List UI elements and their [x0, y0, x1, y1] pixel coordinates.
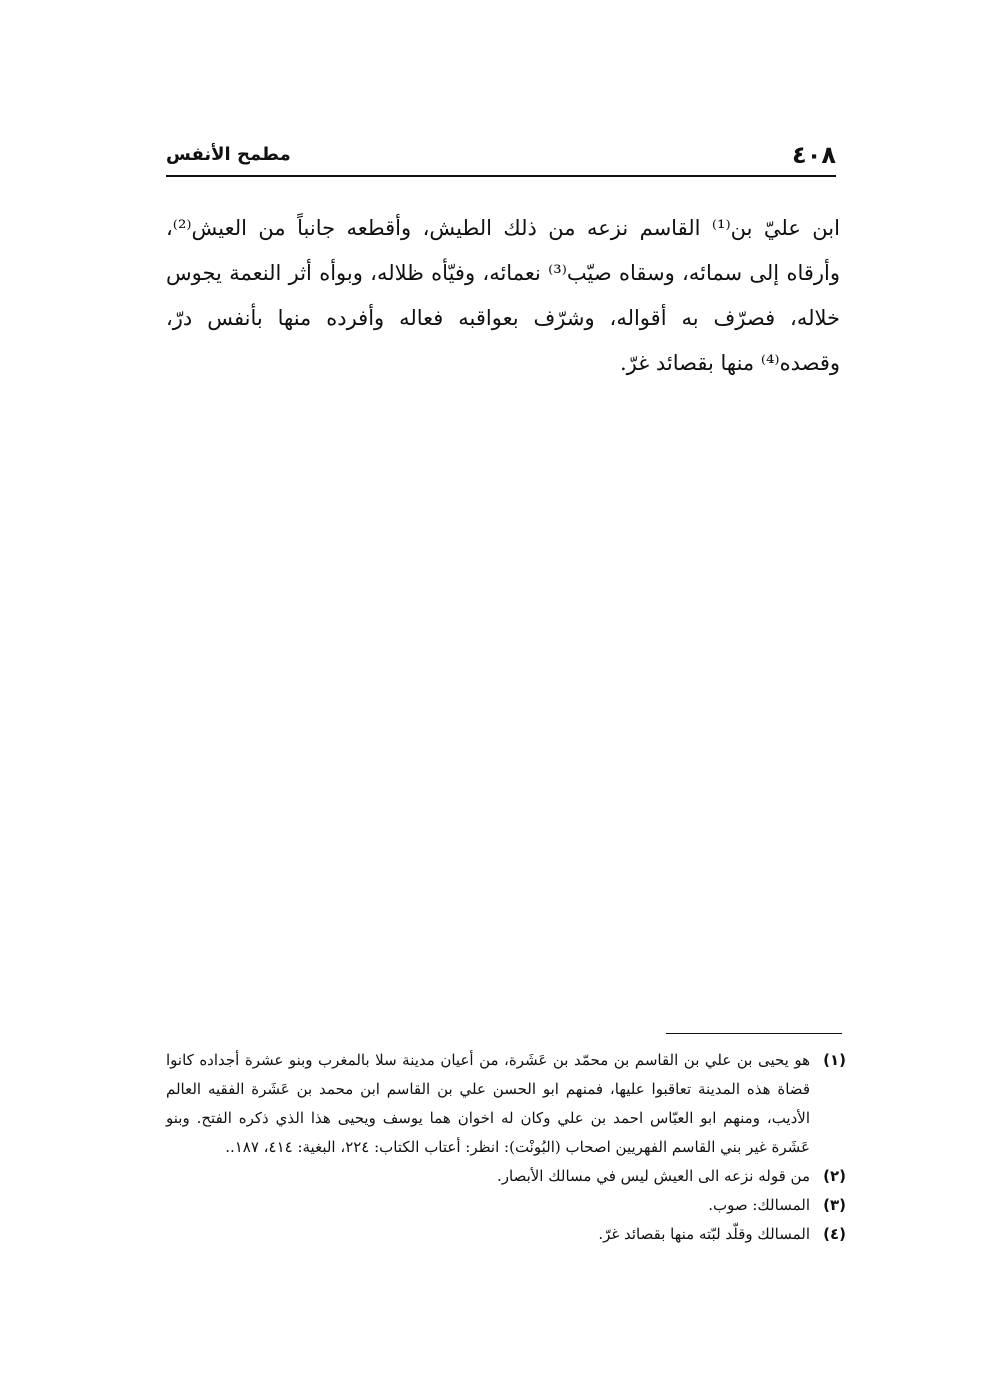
footnote-marker: (٤)	[823, 1225, 846, 1243]
footnote-separator	[666, 1033, 842, 1034]
footnote-text: المسالك: صوب.	[708, 1196, 810, 1214]
main-text	[166, 206, 840, 386]
footnote-marker: (٢)	[823, 1167, 846, 1185]
running-header	[166, 138, 836, 172]
footnotes-list	[166, 1046, 846, 1249]
header-rule	[166, 175, 836, 177]
book-title: مطمح الأنفس	[166, 144, 291, 165]
footnote-text: هو يحيى بن علي بن القاسم بن محمّد بن عَشَرة، من أعيان مدينة سلا بالمغرب وبنو عشرة أجداده كانوا قضاة هذه المدينة تعاقبوا عليها، فمنهم ابو الحسن علي بن القاسم ابن محمد بن عَشَرة الفقيه العالم الأديب، ومنهم ابو العبّاس احمد بن علي وكان له اخوان هما يوسف ويحيى هذا الذي ذكره الفتح. وبنو عَشَرة غير بني القاسم الفهريين اصحاب (البُونْت): انظر: أعتاب الكتاب: ٢٢٤، البغية: ٤١٤، ١٨٧..	[166, 1051, 810, 1156]
footnote-2	[166, 1162, 846, 1191]
footnote-text: من قوله نزعه الى العيش ليس في مسالك الأبصار.	[496, 1167, 810, 1185]
footnote-1	[166, 1046, 846, 1162]
footnote-3	[166, 1191, 846, 1220]
footnote-4	[166, 1220, 846, 1249]
body-paragraph: ابن عليّ بن⁽¹⁾ القاسم نزعه من ذلك الطيش، وأقطعه جانباً من العيش⁽²⁾، وأرقاه إلى سمائه، وسقاه صيّب⁽³⁾ نعمائه، وفيّأه ظلاله، وبوأه أثر النعمة يجوس خلاله، فصرّف به أقواله، وشرّف بعواقبه فعاله وأفرده منها بأنفس درّ، وقصده⁽⁴⁾ منها بقصائد غرّ.	[166, 216, 840, 375]
footnote-marker: (١)	[823, 1051, 846, 1069]
footnote-marker: (٣)	[823, 1196, 846, 1214]
footnote-text: المسالك وقلّد لبّته منها بقصائد غرّ.	[598, 1225, 810, 1243]
page-number: ٤٠٨	[792, 141, 836, 169]
